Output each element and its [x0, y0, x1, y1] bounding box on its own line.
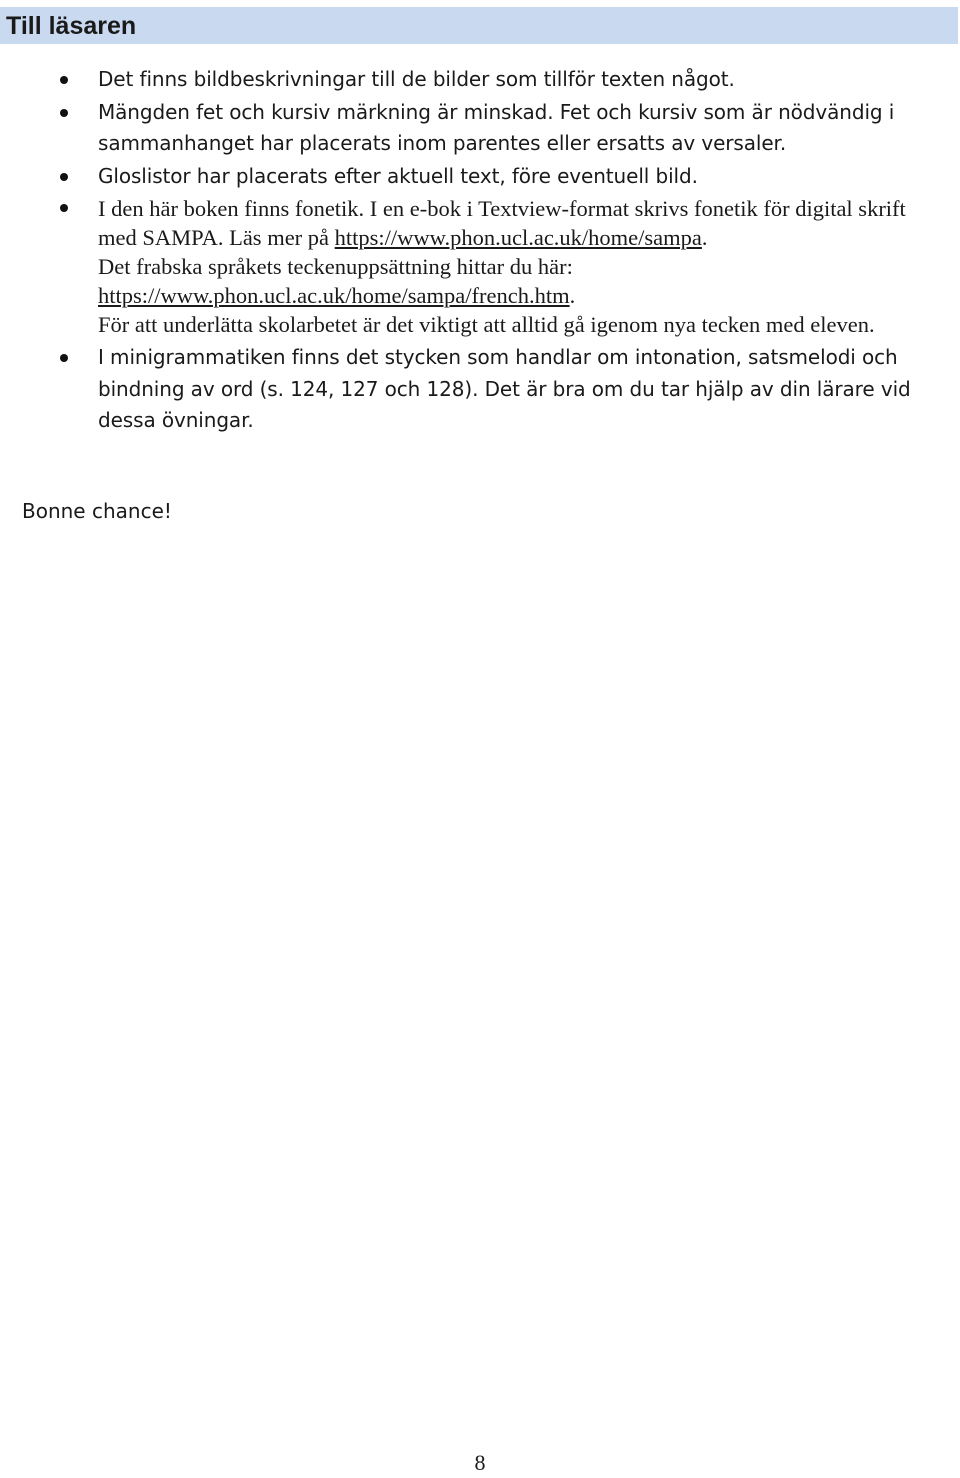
- reader-notes-list: [0, 64, 960, 437]
- phonetics-text-period: .: [701, 225, 708, 250]
- list-item-text: I minigrammatiken finns det stycken som handlar om intonation, satsmelodi och bindning av ord (s. 124, 127 och 128). Det är bra om du tar hjälp av din lärare vid dessa övningar.: [98, 345, 911, 432]
- list-item-text: Gloslistor har placerats efter aktuell text, före eventuell bild.: [98, 163, 698, 188]
- list-item-image-descriptions: [0, 64, 960, 96]
- bullet-icon: [60, 173, 68, 181]
- bullet-icon: [60, 76, 68, 84]
- list-item-text: Mängden fet och kursiv märkning är minskad. Fet och kursiv som är nödvändig i sammanhanget har placerats inom parentes eller ersatts av versaler.: [98, 99, 895, 155]
- phonetics-text-schoolwork: För att underlätta skolarbetet är det viktigt att alltid gå igenom nya tecken med eleven.: [98, 312, 875, 337]
- list-item-minigrammar: [0, 342, 960, 437]
- phonetics-text-charset: Det frabska språkets teckenuppsättning hittar du här:: [98, 254, 573, 279]
- list-item-bold-italic: [0, 97, 960, 160]
- page-number: 8: [474, 1450, 486, 1475]
- phonetics-text-period: .: [569, 283, 576, 308]
- sampa-french-link[interactable]: https://www.phon.ucl.ac.uk/home/sampa/french.htm: [98, 283, 570, 308]
- bullet-icon: [60, 354, 68, 362]
- closing-text: Bonne chance!: [22, 499, 172, 523]
- list-item-glossaries: [0, 161, 960, 193]
- bullet-icon: [60, 109, 68, 117]
- sampa-link[interactable]: https://www.phon.ucl.ac.uk/home/sampa: [334, 225, 702, 250]
- phonetics-text-intro: I den här boken finns fonetik. I en e-bok i Textview-format skrivs fonetik för digital skrift med SAMPA. Läs mer på: [98, 196, 906, 250]
- section-header: [0, 7, 958, 44]
- list-item-phonetics: [0, 194, 960, 339]
- list-item-text: Det finns bildbeskrivningar till de bilder som tillför texten något.: [98, 67, 735, 91]
- bullet-icon: [60, 204, 68, 212]
- section-title: Till läsaren: [6, 12, 137, 40]
